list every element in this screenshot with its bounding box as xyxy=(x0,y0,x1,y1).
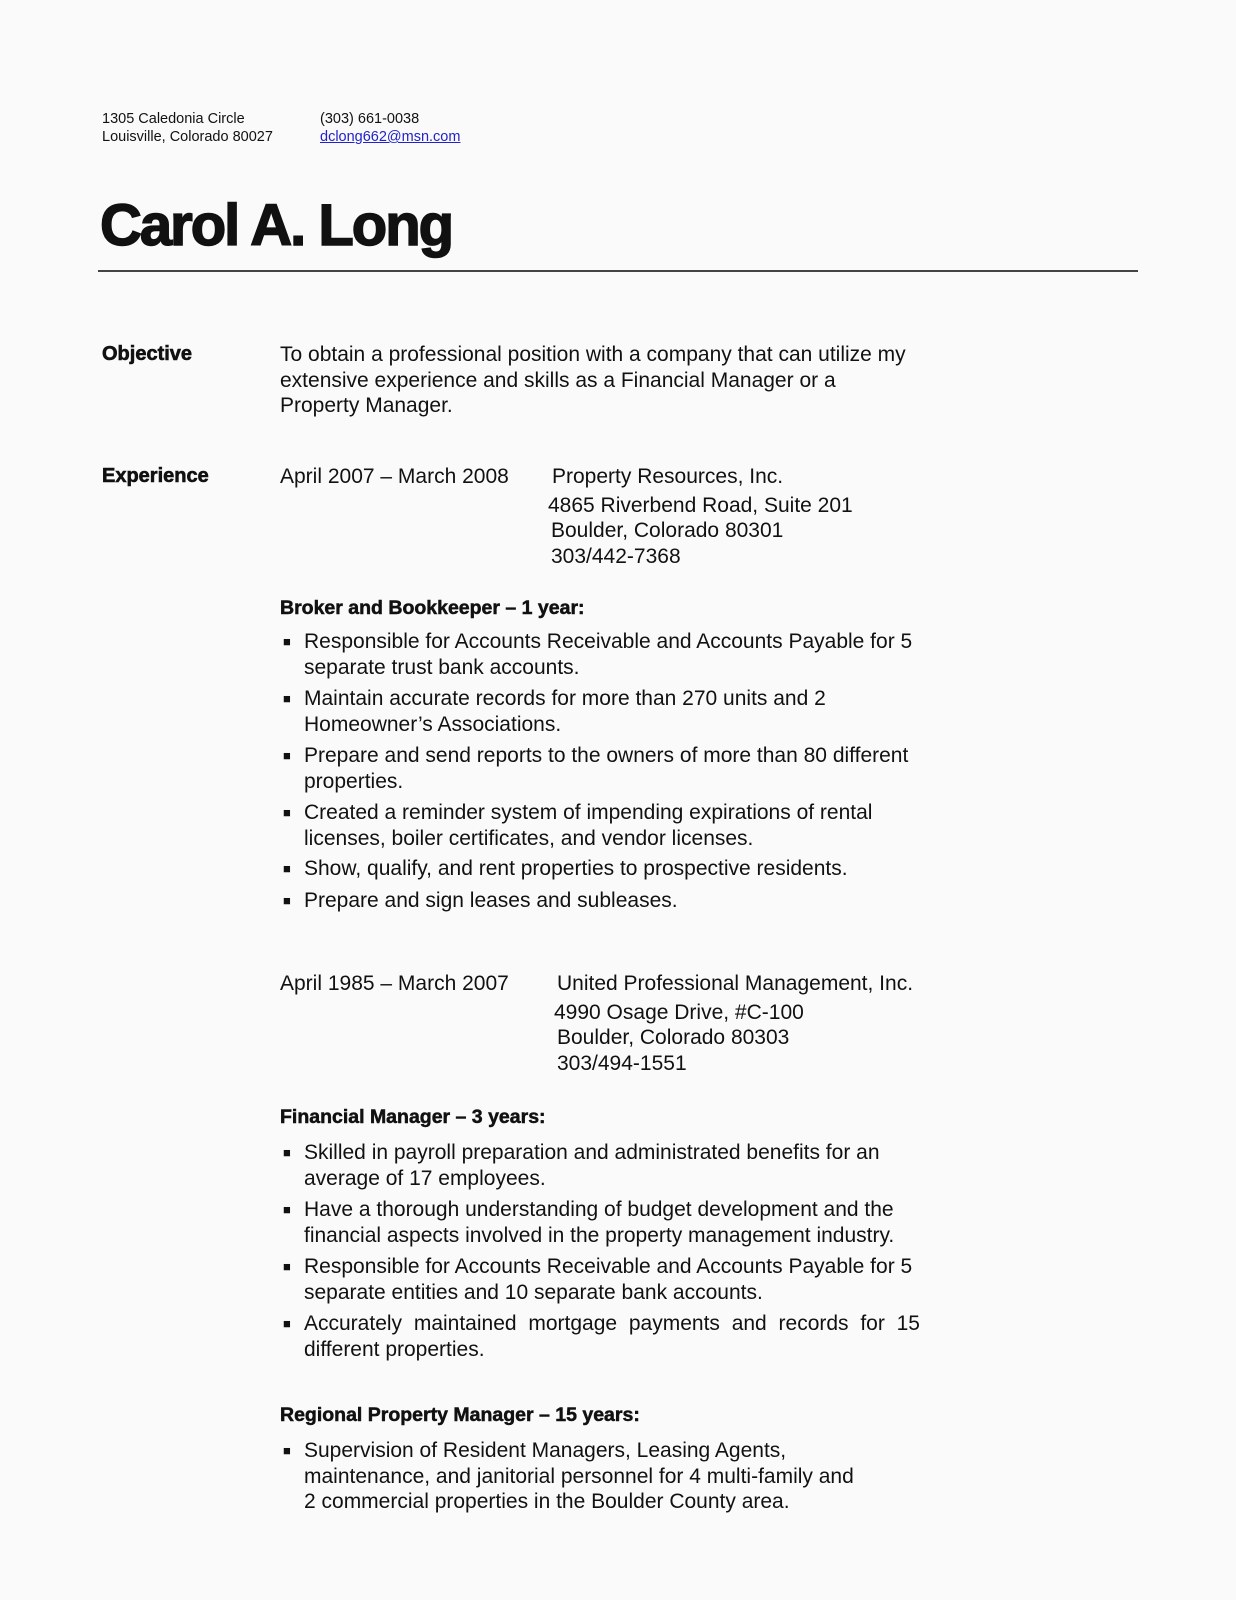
list-item: ■ Created a reminder system of impending expirations of rental licenses, boiler certificates, and vendor licenses. xyxy=(283,801,873,850)
job-street: 4865 Riverbend Road, Suite 201 xyxy=(548,494,853,517)
list-item: ■ Responsible for Accounts Receivable and Accounts Payable for 5 separate entities and 10 separate bank accounts. xyxy=(283,1255,913,1304)
job-company: Property Resources, Inc. xyxy=(552,465,784,488)
job-city: Boulder, Colorado 80303 xyxy=(557,1026,790,1049)
list-item: ■ Maintain accurate records for more than 270 units and 2 Homeowner’s Associations. xyxy=(283,687,826,736)
list-item: ■ Show, qualify, and rent properties to prospective residents. xyxy=(283,857,848,880)
list-item: ■ Accurately maintained mortgage payments and records for 15 different properties. xyxy=(283,1312,920,1361)
address-line-2: Louisville, Colorado 80027 xyxy=(102,129,273,145)
job-phone: 303/442-7368 xyxy=(551,545,681,568)
job-dates: April 1985 – March 2007 xyxy=(280,972,509,995)
objective-heading: Objective xyxy=(102,343,193,365)
role-title: Broker and Bookkeeper – 1 year: xyxy=(280,597,585,619)
job-company: United Professional Management, Inc. xyxy=(557,972,914,995)
job-dates: April 2007 – March 2008 xyxy=(280,465,509,488)
role-title: Financial Manager – 3 years: xyxy=(280,1106,546,1128)
list-item: ■ Have a thorough understanding of budget development and the financial aspects involved in the property management industry. xyxy=(283,1198,895,1247)
role-title: Regional Property Manager – 15 years: xyxy=(280,1404,640,1426)
list-item: ■ Responsible for Accounts Receivable and Accounts Payable for 5 separate trust bank accounts. xyxy=(283,630,913,679)
experience-heading: Experience xyxy=(102,465,209,487)
job-phone: 303/494-1551 xyxy=(557,1052,687,1075)
address-line-1: 1305 Caledonia Circle xyxy=(102,111,245,127)
list-item: ■ Prepare and send reports to the owners of more than 80 different properties. xyxy=(283,744,909,793)
list-item: ■ Skilled in payroll preparation and administrated benefits for an average of 17 employees. xyxy=(283,1141,880,1190)
list-item: ■ Supervision of Resident Managers, Leasing Agents, maintenance, and janitorial personnel for 4 multi-family and 2 commercial properties in the Boulder County area. xyxy=(283,1439,854,1513)
job-city: Boulder, Colorado 80301 xyxy=(551,519,784,542)
job-street: 4990 Osage Drive, #C-100 xyxy=(554,1001,804,1024)
phone: (303) 661-0038 xyxy=(320,111,420,127)
objective-text: To obtain a professional position with a company that can utilize my extensive experience and skills as a Financial Manager or a Property Manager. xyxy=(280,343,906,417)
email-link[interactable]: dclong662@msn.com xyxy=(320,129,461,145)
list-item: ■ Prepare and sign leases and subleases. xyxy=(283,889,678,912)
header-divider xyxy=(98,270,1138,272)
candidate-name: Carol A. Long xyxy=(100,193,453,258)
